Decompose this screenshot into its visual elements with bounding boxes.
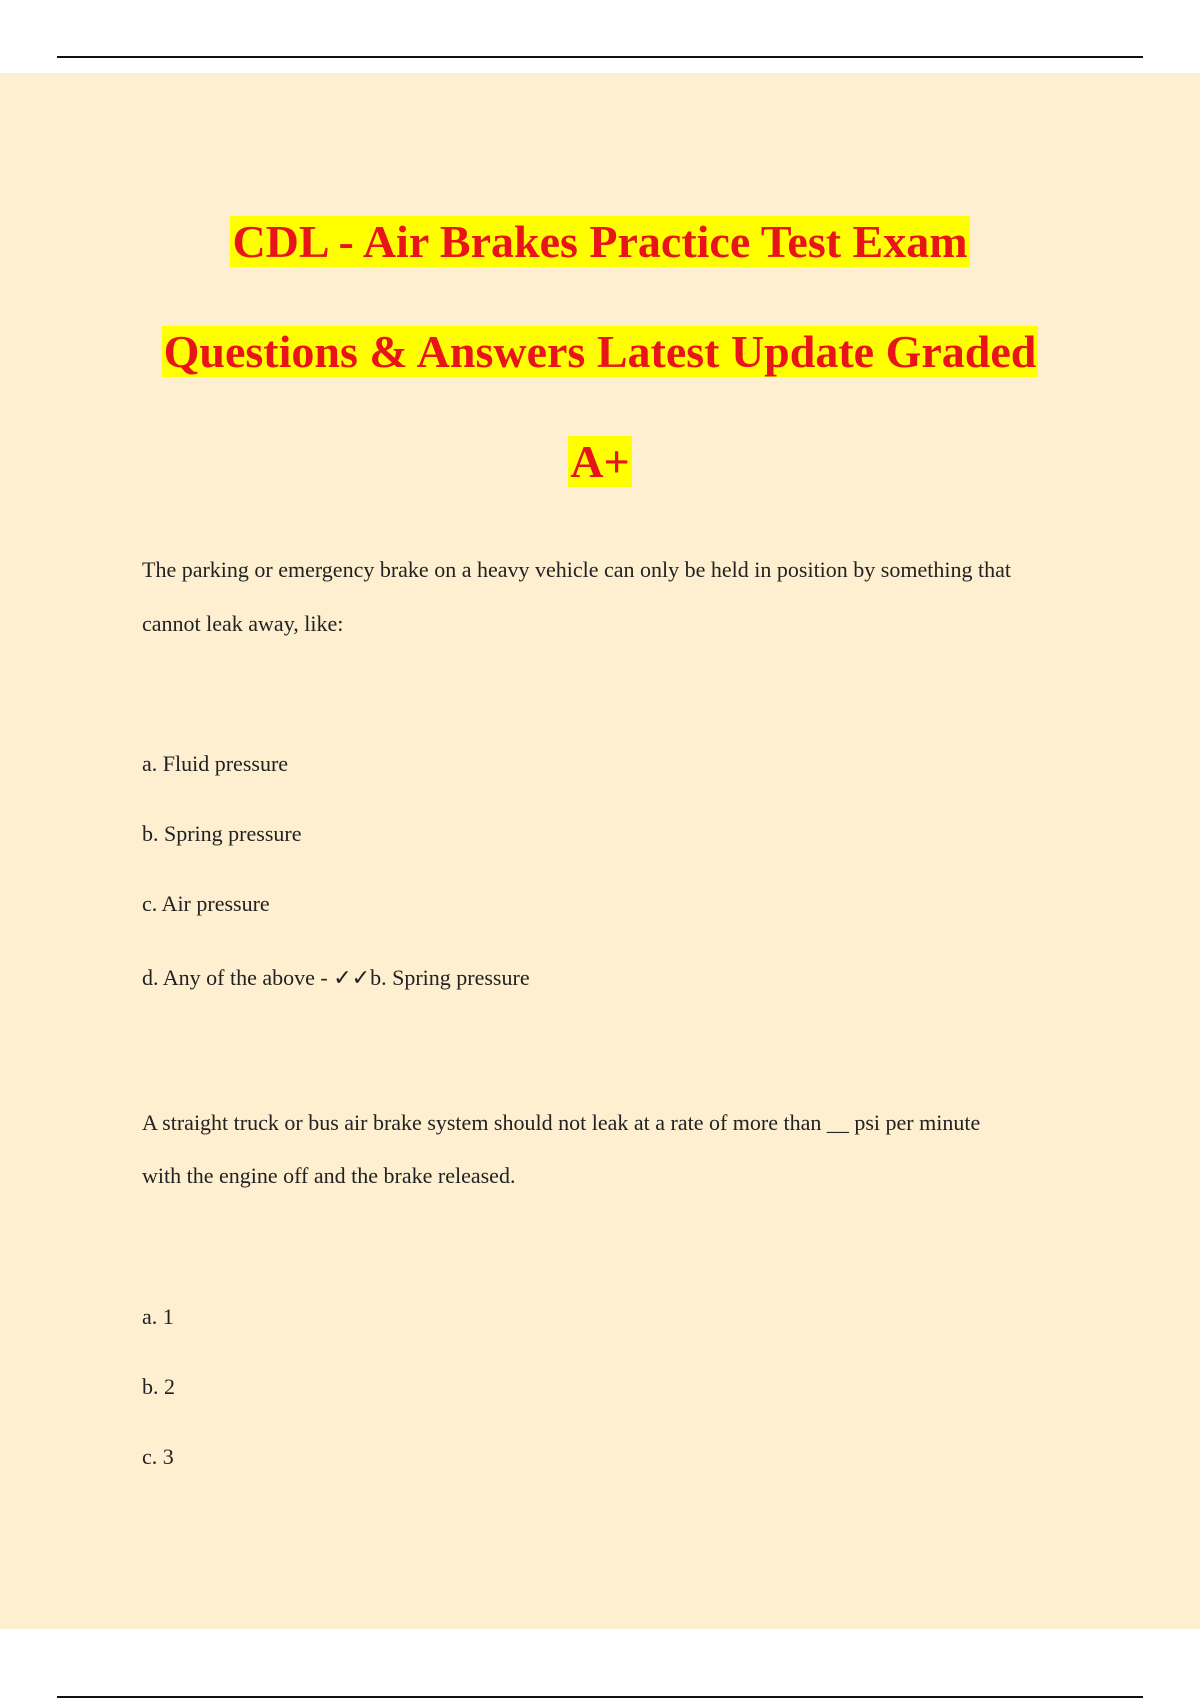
question-1-prompt-line-1: The parking or emergency brake on a heavy vehicle can only be held in position by something that: [142, 557, 1011, 582]
question-1-option-a: a. Fluid pressure: [142, 751, 289, 776]
question-2-prompt-line-1: A straight truck or bus air brake system should not leak at a rate of more than __ psi per minute: [142, 1110, 981, 1135]
question-2-option-c: c. 3: [142, 1444, 174, 1469]
question-2-option-a: a. 1: [142, 1304, 174, 1329]
question-2-option-b: b. 2: [142, 1374, 175, 1399]
document-title-line-2: [0, 324, 1200, 380]
document-title-line-1: [0, 214, 1200, 270]
document-title-line-3: [0, 434, 1200, 490]
question-1-option-b: b. Spring pressure: [142, 821, 302, 846]
page-sheet: [0, 73, 1200, 1629]
header-rule: [57, 56, 1143, 58]
footer-rule: [57, 1696, 1143, 1698]
title-text: Questions & Answers Latest Update Graded: [163, 326, 1037, 377]
title-text: CDL - Air Brakes Practice Test Exam: [232, 216, 968, 267]
question-1-option-c: c. Air pressure: [142, 891, 270, 916]
question-1-option-d-answer: d. Any of the above - ✓✓b. Spring pressure: [142, 965, 530, 990]
question-2-prompt-line-2: with the engine off and the brake released.: [142, 1163, 516, 1188]
question-1-prompt-line-2: cannot leak away, like:: [142, 611, 344, 636]
title-text: A+: [570, 436, 630, 487]
